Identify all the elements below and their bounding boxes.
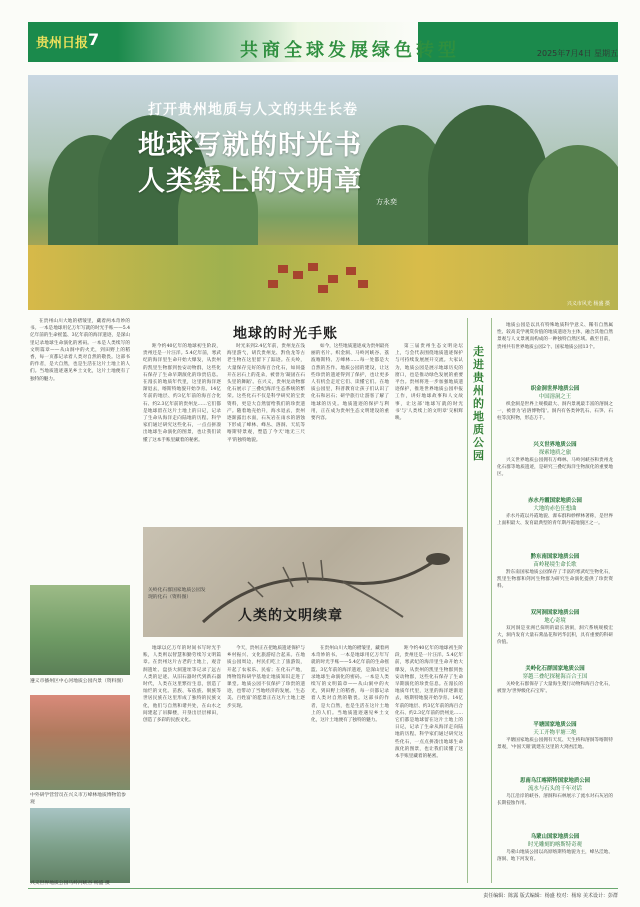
sidebar-park-paragraph: 平塘国家地质公园拥有天坑、天生桥和溶洞等喀斯特景观，'中国天眼'就建在这里的大窝凼洼地。 — [497, 738, 613, 751]
sidebar-park-text — [497, 401, 613, 437]
sidebar-park-heading: 平塘国家地质公园 — [533, 722, 577, 728]
sidebar-park-heading: 关岭化石群国家地质公园 — [525, 666, 585, 672]
paper-name: 贵州日报 — [36, 36, 89, 51]
sidebar-title: 走进贵州的地质公园 — [473, 345, 484, 462]
photo-caption: 中外研学营营员在兴义市万峰林地质博物馆参观 — [30, 793, 126, 805]
sidebar-park-subheading: 穿越三叠纪探秘海百合王国 — [522, 674, 588, 680]
hero-photo-credit: 兴义市风光 杨盛 摄 — [566, 301, 610, 307]
article-column — [311, 343, 389, 523]
sidebar-park-text — [497, 569, 613, 605]
sidebar-park-text — [497, 625, 613, 661]
article-column — [143, 343, 221, 523]
sidebar-park-heading: 双河洞国家地质公园 — [530, 610, 580, 616]
section-heading-time: 地球的时光手账 — [233, 326, 338, 342]
article-paragraph: 第三届贵州生态文明论坛上，与会代表围绕地质遗迹保护与可持续发展展开交流。大家认为，地质公园是展示地球历史的窗口，也是推动绿色发展的重要平台。贵州将进一步加强地质遗迹保护，推进世界地质公园申报工作，讲好地球故事和人文故事，让这部'地球写就的时光书'与'人类续上的文明章'交相辉映。 — [395, 344, 463, 422]
sidebar-intro — [497, 322, 613, 378]
sidebar-park-subheading: 大地的赤色狂想曲 — [533, 506, 577, 512]
headline-line-1: 地球写就的时光书 — [138, 130, 362, 161]
fossil-caption: 关岭化石群国家地质公园发现的化石（资料图） — [148, 588, 206, 600]
hero-photo — [28, 75, 618, 310]
article-paragraph: 距今约40亿年的地球初生阶段，贵州还是一片汪洋。5.4亿年前，寒武纪的海洋里生命开始大爆发，从贵州的凯里生物群到瓮安动物群，这些化石保存了生命早期演化的珍贵信息。在漫长的地质年代里，这里的海洋逐渐退去，喀斯特地貌开始孕育。14亿年前的地层、约3亿年前的海百合化石、约2.3亿年前的贵州龙……它们都是地球留在这片土地上的日记，记录了生命从海洋走向陆地的历程。科学家们通过研究这些化石，一点点拼凑出地球生命演化的图景，也让我们读懂了这本手账里藏着的秘密。 — [143, 344, 221, 443]
sidebar-park-heading: 黔东南国家地质公园 — [530, 554, 580, 560]
sidebar-park-subheading: 探索地质之旅 — [538, 450, 572, 456]
sidebar-park-paragraph: 乌蒙山地质公园以高原喀斯特地貌为主，峰丛洼地、溶洞、地下河发育。 — [497, 850, 613, 863]
sidebar-intro-text: 地质公园是以具有特殊地质科学意义、稀有自然属性、较高美学观赏价值的地质遗迹为主体，融合其他自然景观与人文景观而构成的一种独特自然区域。截至目前，贵州共有世界地质公园2个、国家地质公园13个。 — [497, 323, 613, 350]
sidebar-park-heading: 乌蒙山国家地质公园 — [530, 834, 580, 840]
sidebar-park-subheading: 地心奇境 — [544, 618, 566, 624]
sidebar-park-paragraph: 兴义世界地质公园拥有万峰林、马岭河峡谷和贵州龙化石群等地质遗迹，是研究三叠纪海洋生物演化的重要地区。 — [497, 458, 613, 478]
hero-kicker: 打开贵州地质与人文的共生长卷 — [148, 102, 358, 118]
sidebar-park-heading: 织金洞世界地质公园 — [530, 386, 580, 392]
sidebar-park-text — [497, 737, 613, 773]
headline-line-2: 人类续上的文明章 — [138, 166, 362, 197]
sidebar-park-heading: 赤水丹霞国家地质公园 — [528, 498, 582, 504]
article-column — [395, 645, 463, 885]
sidebar-park-subheading: 中国溶洞之王 — [538, 394, 572, 400]
sidebar-park-text — [497, 849, 613, 885]
byline: 方永奕 — [376, 198, 397, 206]
intro-text — [30, 318, 130, 578]
photo-caption: 兴义世界地质公园马岭河峡谷 杨盛 摄 — [30, 881, 110, 886]
article-paragraph: 如今，这些地质遗迹成为贵州最亮丽的名片。织金洞、马岭河峡谷、荔波喀斯特、万峰林……每一处都是大自然的杰作。地质公园的建设，让这些珍贵的遗迹得到了保护，也让更多人有机会走近它们、读懂它们。在地质公园里，科普教育让孩子们认识了化石和岩石；研学旅行让游客了解了地球的历史。地质遗迹的保护与利用，正在成为贵州生态文明建设的重要内容。 — [311, 344, 389, 422]
dateline: 2025年7月4日 星期五 — [536, 49, 618, 58]
sidebar-park-subheading: 时光雕刻的喀斯特奇观 — [528, 842, 582, 848]
article-column — [395, 343, 463, 523]
page-number: 7 — [88, 30, 100, 49]
sidebar-park-heading: 兴义世界地质公园 — [533, 442, 577, 448]
divider — [467, 318, 468, 883]
article-paragraph: 距今约40亿年的地球初生阶段，贵州还是一片汪洋。5.4亿年前，寒武纪的海洋里生命开始大爆发，从贵州的凯里生物群到瓮安动物群，这些化石保存了生命早期演化的珍贵信息。在漫长的地质年代里，这里的海洋逐渐退去，喀斯特地貌开始孕育。14亿年前的地层、约3亿年前的海百合化石、约2.3亿年前的贵州龙……它们都是地球留在这片土地上的日记，记录了生命从海洋走向陆地的历程。科学家们通过研究这些化石，一点点拼凑出地球生命演化的图景，也让我们读懂了这本手账里藏着的秘密。 — [395, 646, 463, 760]
article-paragraph: 在贵州山川大地的褶皱里，藏着两本奇妙的书。一本是地球用亿万年写就的时光手账——5.4亿年前的生命摇篮、3亿年前的海洋遗迹，是深山里记录地球生命演化的密码。一本是人类续写的文明篇章——从山洞中的火光，到田野上的稻香，每一页都记录着人类对自然的敬畏。这部书的作者，是大自然，也是生活在这片土地上的人们。当地质遗迹遇见乡土文化，这片土地便有了独特的魅力。 — [311, 646, 389, 724]
rice-field — [28, 245, 618, 310]
article-paragraph: 时光来到2.4亿年前，贵州龙在浅海里游弋，胡氏贵州龙、黔鱼龙等古老生物在这里留下了踪迹。在关岭，大量保存完好的海百合化石，如同盛开在岩石上的花朵，被誉为'凝固在石头里的舞蹈'。在兴义，贵州龙动物群化石展示了三叠纪海洋生态系统的繁荣。这些化石不仅是科学研究的宝贵资料，更是大自然留给我们的珍贵遗产。随着地壳抬升，海水退去，贵州逐渐露出水面，石灰岩在雨水的溶蚀下形成了峰林、峰丛、溶洞、天坑等喀斯特景观，塑造了今天'地无三尺平'的独特地貌。 — [227, 344, 305, 443]
sidebar-park-paragraph: 关岭化石群保存了大量海生爬行动物和海百合化石，被誉为'世界级化石宝库'。 — [497, 682, 613, 695]
article-paragraph: 今天，贵州正在把地质遗迹保护与乡村振兴、文化旅游结合起来。在地质公园周边，村民们吃上了旅游饭，开起了农家乐、民宿；在化石产地，博物馆和研学基地让地质知识走进了课堂。地质公园不仅保护了珍贵的遗迹，也带动了当地经济的发展。'生态美、百姓富'的愿景正在这片土地上逐步实现。 — [227, 646, 305, 709]
section-title: 共商全球发展绿色转型 — [240, 40, 460, 61]
article-paragraph: 地球以亿万年的时间书写时光手账，人类则以智慧和勤劳续写文明篇章。在贵州这片古老的土地上，观音洞遗址、盘县大洞遗址等记录了远古人类的足迹。从旧石器时代到新石器时代，人类在这里繁衍生息，创造了灿烂的文化。苗族、布依族、侗族等世居民族在这里形成了独特的民族文化，他们与自然和谐共处，在山水之间建起了吊脚楼，开垦出层层梯田，创造了多彩的民族文化。 — [143, 646, 221, 724]
sidebar-park-text — [497, 681, 613, 717]
footer: 责任编辑：陈露 版式编辑：杨盛 校对：杨琼 美术设计：彭群 — [28, 888, 618, 899]
sidebar-park-subheading: 流水与石头的千年对话 — [528, 786, 582, 792]
sidebar-park-text — [497, 457, 613, 493]
sidebar-park-paragraph: 赤水丹霞以丹霞地貌、瀑布群和桫椤林著称，是世界上面积最大、发育最典型的青年期丹霞地貌区之一。 — [497, 514, 613, 527]
article-column — [143, 645, 221, 885]
sidebar-park-subheading: 苗岭秘境生命长歌 — [533, 562, 577, 568]
article-column — [311, 645, 389, 885]
section-heading-civilization: 人类的文明续章 — [238, 608, 343, 624]
photo-park — [30, 585, 130, 675]
sidebar-park-paragraph: 乌江沿岸的峡谷、溶洞和石林展示了流水对石灰岩的长期侵蚀作用。 — [497, 794, 613, 807]
sidebar-park-paragraph: 织金洞是世界上规模最大、洞内景观最丰富的溶洞之一，被誉为'岩溶博物馆'。洞内有各类钟乳石、石笋、石柱等沉积物，形态万千。 — [497, 402, 613, 422]
photo-students — [30, 695, 130, 790]
article-column — [227, 645, 305, 885]
sidebar-park-paragraph: 黔东南国家地质公园保存了丰富的寒武纪生物化石，凯里生物群和剑河生物群为研究生命演化提供了珍贵资料。 — [497, 570, 613, 590]
sidebar-park-text — [497, 793, 613, 829]
photo-canyon — [30, 808, 130, 883]
intro-paragraph: 在贵州山川大地的褶皱里，藏着两本奇妙的书。一本是地球用亿万年写就的时光手账——5.4亿年前的生命摇篮、3亿年前的海洋遗迹，是深山里记录地球生命演化的密码。一本是人类续写的文明篇章——从山洞中的火光，到田野上的稻香，每一页都记录着人类对自然的敬畏。这部书的作者，是大自然，也是生活在这片土地上的人们。当地质遗迹遇见乡土文化，这片土地便有了独特的魅力。 — [30, 319, 130, 382]
article-column — [227, 343, 305, 523]
sidebar-park-heading: 思南乌江喀斯特国家地质公园 — [519, 778, 591, 784]
sidebar-park-text — [497, 513, 613, 549]
divider — [491, 318, 492, 883]
sidebar-park-paragraph: 双河洞是亚洲已探明的最长溶洞，洞穴系统规模宏大，洞内发育大量石膏晶花和钙华沉积，具有重要的科研价值。 — [497, 626, 613, 646]
sidebar-park-subheading: 天工开物平塘三绝 — [533, 730, 577, 736]
photo-caption: 遵义市播州区中心河地质公园内景（资料图） — [30, 679, 126, 684]
